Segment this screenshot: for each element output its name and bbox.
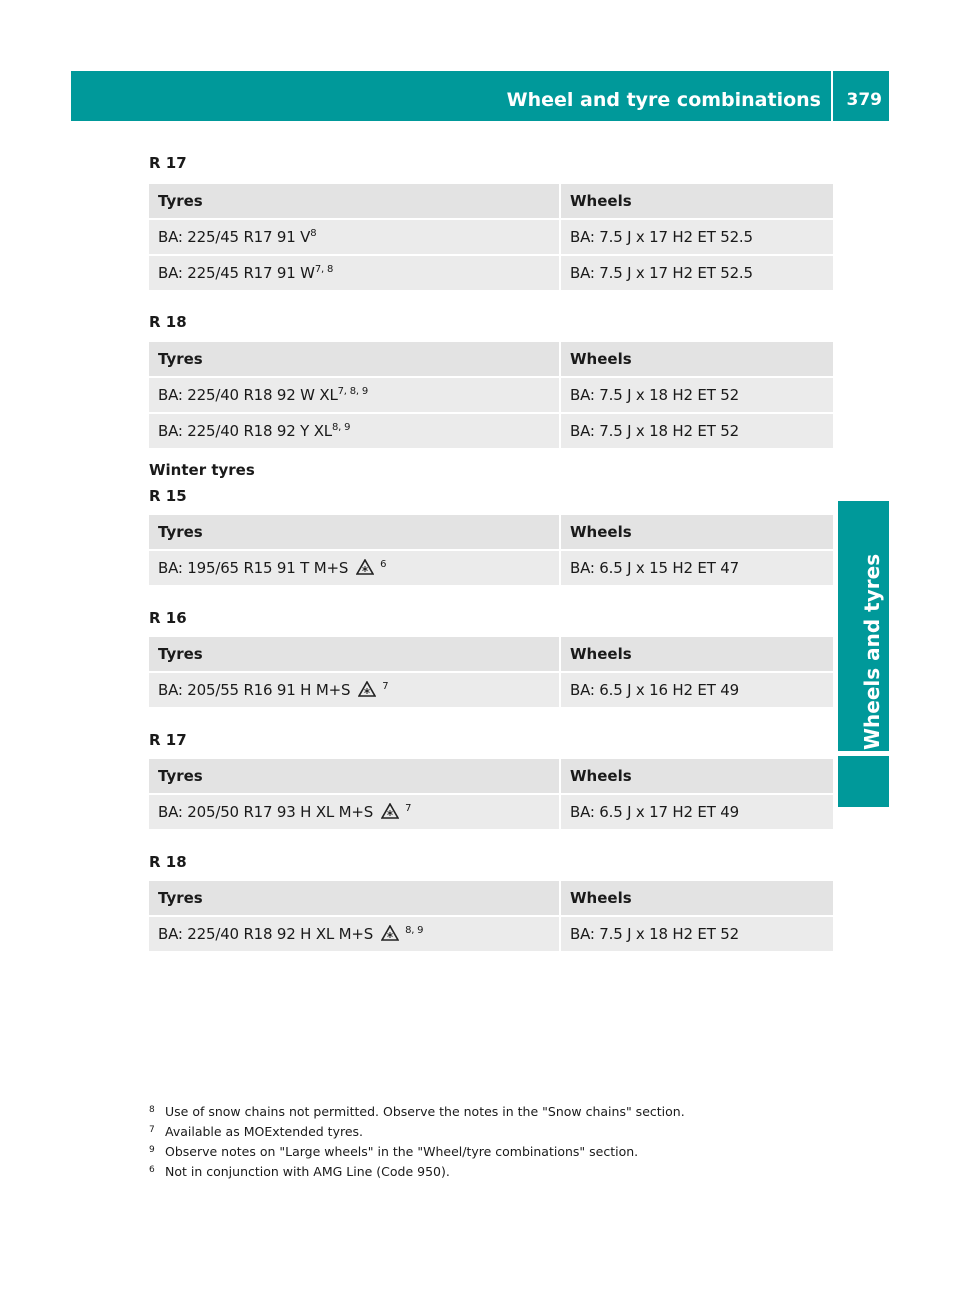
footnote (149, 1104, 685, 1124)
column-header-wheels: Wheels (560, 342, 833, 377)
footnote-number: 8 (149, 1105, 155, 1115)
footnote-ref: 8 (310, 228, 317, 239)
tyre-cell (149, 672, 560, 708)
wheel-cell: BA: 7.5 J x 17 H2 ET 52.5 (560, 255, 833, 291)
section-heading: R 17 (149, 154, 187, 172)
table-row (149, 413, 833, 449)
tyre-spec: BA: 195/65 R15 91 T M+S (158, 559, 349, 577)
section-heading: R 16 (149, 609, 187, 627)
table-row (149, 672, 833, 708)
page-number: 379 (846, 90, 882, 110)
page-title: Wheel and tyre combinations (506, 89, 821, 111)
footnote-number: 7 (149, 1125, 155, 1135)
footnote (149, 1124, 685, 1144)
column-header-wheels: Wheels (560, 515, 833, 550)
side-tab-block (838, 756, 889, 807)
column-header-wheels: Wheels (560, 881, 833, 916)
side-tab-label: Wheels and tyres (860, 553, 884, 750)
table-header-row (149, 515, 833, 550)
tyre-table (149, 759, 833, 831)
footnote-ref: 7 (382, 681, 389, 692)
wheel-cell: BA: 7.5 J x 18 H2 ET 52 (560, 377, 833, 413)
winter-tyres-heading: Winter tyres (149, 461, 255, 479)
footnote-ref: 6 (380, 559, 387, 570)
footnote-number: 6 (149, 1165, 155, 1175)
tyre-table (149, 881, 833, 953)
table-header-row (149, 637, 833, 672)
tyre-spec: BA: 205/50 R17 93 H XL M+S (158, 803, 374, 821)
column-header-tyres: Tyres (149, 881, 560, 916)
tyre-cell (149, 377, 560, 413)
tyre-spec: BA: 225/45 R17 91 W (158, 264, 315, 282)
footnote-text: Observe notes on "Large wheels" in the "Wheel/tyre combinations" section. (165, 1144, 639, 1159)
snowflake-mountain-icon (358, 681, 376, 697)
snowflake-mountain-icon (381, 925, 399, 941)
footnote-ref: 7, 8, 9 (337, 386, 369, 397)
page-header (71, 71, 889, 121)
tyre-table (149, 637, 833, 709)
table-header-row (149, 342, 833, 377)
section-heading: R 15 (149, 487, 187, 505)
tyre-spec: BA: 225/40 R18 92 H XL M+S (158, 925, 374, 943)
wheel-cell: BA: 6.5 J x 17 H2 ET 49 (560, 794, 833, 830)
footnote-ref: 8, 9 (405, 925, 424, 936)
tyre-spec: BA: 225/45 R17 91 V (158, 228, 311, 246)
footnote-number: 9 (149, 1145, 155, 1155)
column-header-tyres: Tyres (149, 759, 560, 794)
tyre-cell (149, 413, 560, 449)
footnote-ref: 7, 8 (314, 264, 334, 275)
column-header-wheels: Wheels (560, 637, 833, 672)
table-row (149, 219, 833, 255)
column-header-tyres: Tyres (149, 342, 560, 377)
tyre-table (149, 342, 833, 450)
footnote-text: Not in conjunction with AMG Line (Code 950). (165, 1164, 450, 1179)
tyre-spec: BA: 225/40 R18 92 W XL (158, 386, 338, 404)
footnote-text: Use of snow chains not permitted. Observe the notes in the "Snow chains" section. (165, 1104, 685, 1119)
column-header-tyres: Tyres (149, 184, 560, 219)
column-header-tyres: Tyres (149, 515, 560, 550)
wheel-cell: BA: 6.5 J x 16 H2 ET 49 (560, 672, 833, 708)
wheel-cell: BA: 7.5 J x 18 H2 ET 52 (560, 413, 833, 449)
section-heading: R 18 (149, 313, 187, 331)
tyre-cell (149, 550, 560, 586)
snowflake-mountain-icon (381, 803, 399, 819)
tyre-table (149, 184, 833, 292)
table-header-row (149, 184, 833, 219)
tyre-cell (149, 794, 560, 830)
footnotes (149, 1104, 685, 1184)
table-row (149, 916, 833, 952)
tyre-cell (149, 255, 560, 291)
column-header-wheels: Wheels (560, 759, 833, 794)
table-row (149, 794, 833, 830)
section-heading: R 18 (149, 853, 187, 871)
snowflake-mountain-icon (356, 559, 374, 575)
table-row (149, 550, 833, 586)
wheel-cell: BA: 7.5 J x 18 H2 ET 52 (560, 916, 833, 952)
footnote-text: Available as MOExtended tyres. (165, 1124, 364, 1139)
column-header-wheels: Wheels (560, 184, 833, 219)
table-header-row (149, 759, 833, 794)
table-row (149, 377, 833, 413)
tyre-table (149, 515, 833, 587)
tyre-spec: BA: 225/40 R18 92 Y XL (158, 422, 332, 440)
column-header-tyres: Tyres (149, 637, 560, 672)
tyre-cell (149, 219, 560, 255)
footnote (149, 1144, 685, 1164)
header-divider (831, 71, 833, 121)
wheel-cell: BA: 7.5 J x 17 H2 ET 52.5 (560, 219, 833, 255)
footnote (149, 1164, 685, 1184)
footnote-ref: 7 (405, 803, 412, 814)
table-header-row (149, 881, 833, 916)
tyre-spec: BA: 205/55 R16 91 H M+S (158, 681, 351, 699)
section-heading: R 17 (149, 731, 187, 749)
footnote-ref: 8, 9 (331, 422, 351, 433)
table-row (149, 255, 833, 291)
tyre-cell (149, 916, 560, 952)
wheel-cell: BA: 6.5 J x 15 H2 ET 47 (560, 550, 833, 586)
